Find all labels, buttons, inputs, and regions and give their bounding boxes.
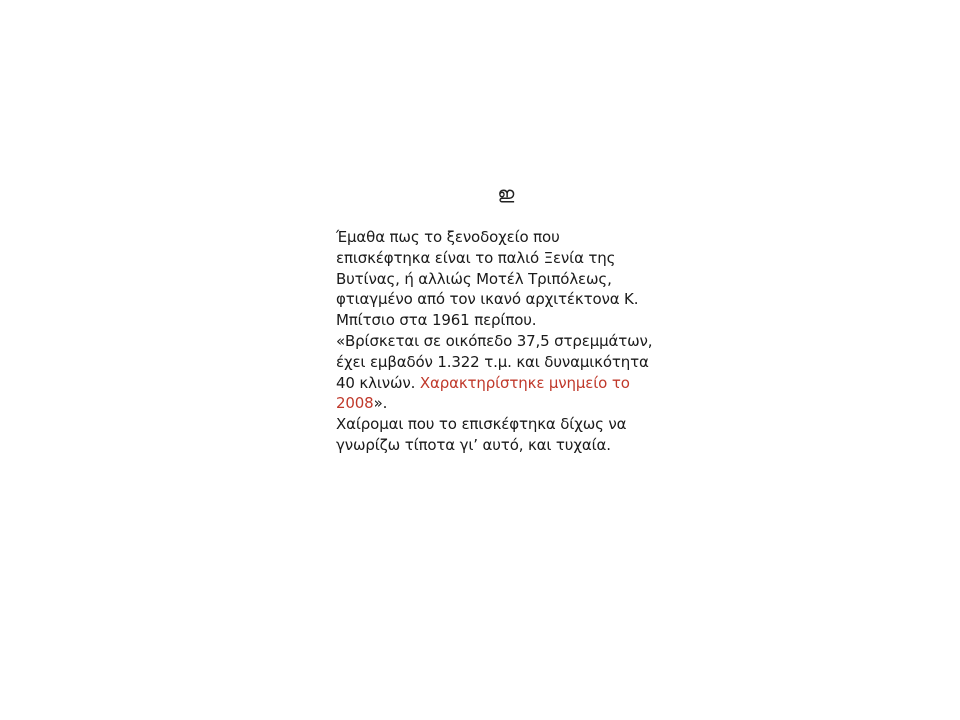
quote-close: ».	[373, 394, 388, 413]
text-line	[336, 373, 676, 394]
monument-link[interactable]: Χαρακτηρίστηκε μνημείο το	[419, 373, 630, 392]
text-line: επισκέφτηκα είναι το παλιό Ξενία της	[336, 248, 616, 267]
text-line: φτιαγμένο από τον ικανό αρχιτέκτονα Κ.	[336, 290, 639, 309]
monument-year-link[interactable]: 2008	[336, 394, 374, 413]
passage	[336, 227, 676, 456]
text-line	[336, 393, 676, 414]
text-line: «Βρίσκεται σε οικόπεδο 37,5 στρεμμάτων,	[336, 331, 653, 350]
text-line: Έμαθα πως το ξενοδοχείο που	[336, 228, 560, 246]
text-line: έχει εμβαδόν 1.322 τ.μ. και δυναμικότητα	[336, 352, 649, 371]
ornament-glyph: ഇ	[497, 184, 515, 204]
text-line: γνωρίζω τίποτα γι’ αυτό, και τυχαία.	[336, 435, 611, 454]
text-line: Βυτίνας, ή αλλιώς Μοτέλ Τριπόλεως,	[336, 269, 612, 288]
text-line-start: 40 κλινών.	[336, 373, 420, 392]
text-line: Μπίτσιο στα 1961 περίπου.	[336, 311, 537, 330]
text-line: Χαίρομαι που το επισκέφτηκα δίχως να	[336, 415, 627, 434]
